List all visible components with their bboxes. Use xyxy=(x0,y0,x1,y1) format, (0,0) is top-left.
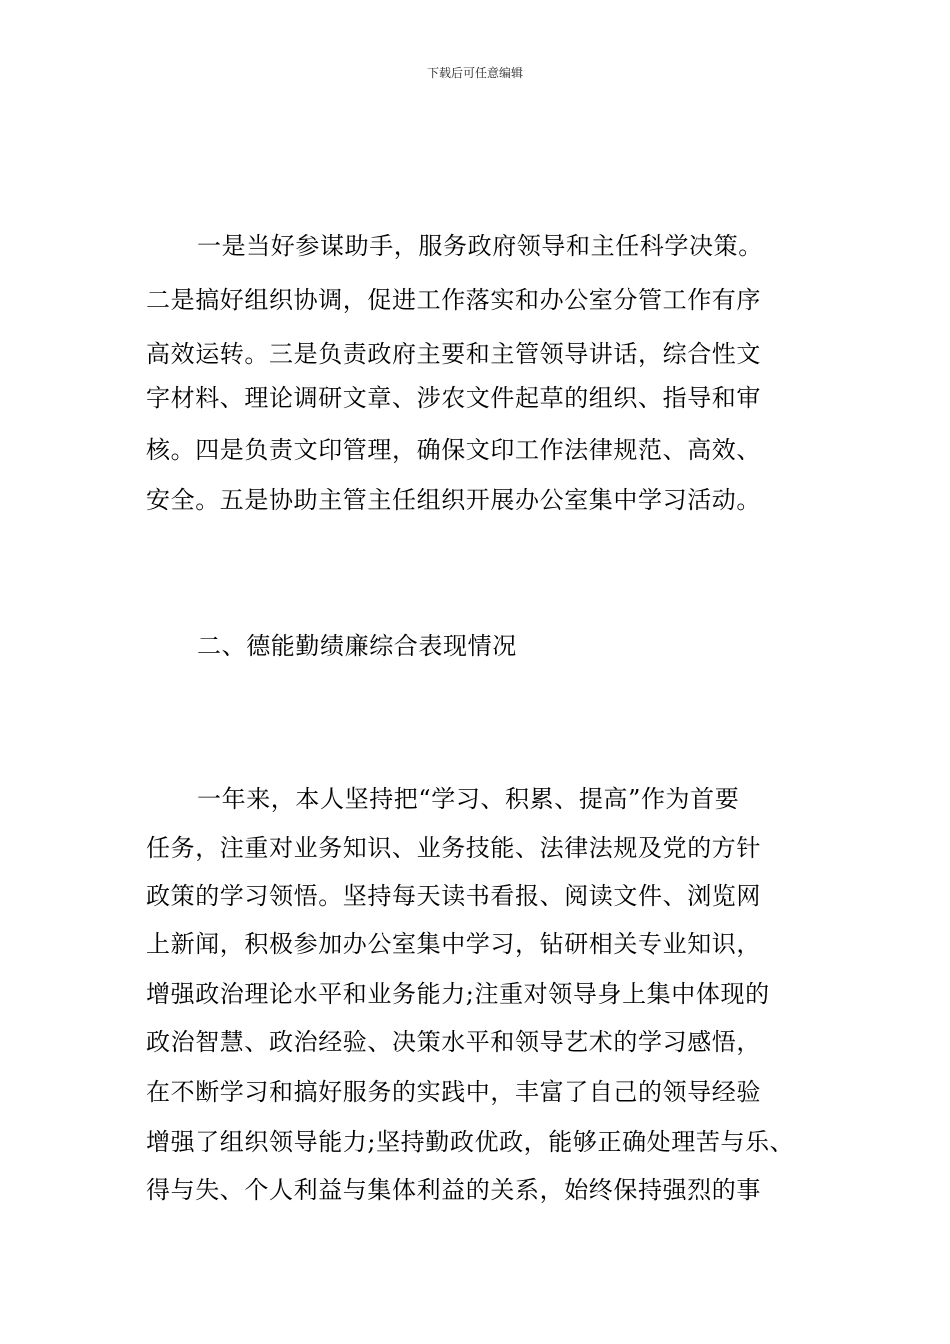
paragraph-line: 得与失、个人利益与集体利益的关系，始终保持强烈的事 xyxy=(146,1176,761,1204)
paragraph-line: 字材料、理论调研文章、涉农文件起草的组织、指导和审 xyxy=(146,384,761,412)
paragraph-line: 安全。五是协助主管主任组织开展办公室集中学习活动。 xyxy=(146,486,761,514)
paragraph-line: 上新闻，积极参加办公室集中学习，钻研相关专业知识， xyxy=(146,930,761,958)
paragraph-line: 核。四是负责文印管理，确保文印工作法律规范、高效、 xyxy=(146,436,761,464)
paragraph-line: 增强了组织领导能力;坚持勤政优政，能够正确处理苦与乐、 xyxy=(146,1128,795,1156)
paragraph-line: 政策的学习领悟。坚持每天读书看报、阅读文件、浏览网 xyxy=(146,882,761,910)
paragraph-line: 政治智慧、政治经验、决策水平和领导艺术的学习感悟， xyxy=(146,1028,761,1056)
paragraph-line: 一年来，本人坚持把“学习、积累、提高”作为首要 xyxy=(197,785,740,813)
paragraph-line: 高效运转。三是负责政府主要和主管领导讲话，综合性文 xyxy=(146,340,761,368)
paragraph-line: 二是搞好组织协调，促进工作落实和办公室分管工作有序 xyxy=(146,286,761,314)
paragraph-line: 增强政治理论水平和业务能力;注重对领导身上集中体现的 xyxy=(146,980,770,1008)
paragraph-line: 任务，注重对业务知识、业务技能、法律法规及党的方针 xyxy=(146,834,761,862)
paragraph-line: 一是当好参谋助手，服务政府领导和主任科学决策。 xyxy=(197,232,763,260)
section-heading: 二、德能勤绩廉综合表现情况 xyxy=(197,632,517,660)
paragraph-line: 在不断学习和搞好服务的实践中，丰富了自己的领导经验 xyxy=(146,1078,761,1106)
page-header: 下载后可任意编辑 xyxy=(426,66,523,80)
